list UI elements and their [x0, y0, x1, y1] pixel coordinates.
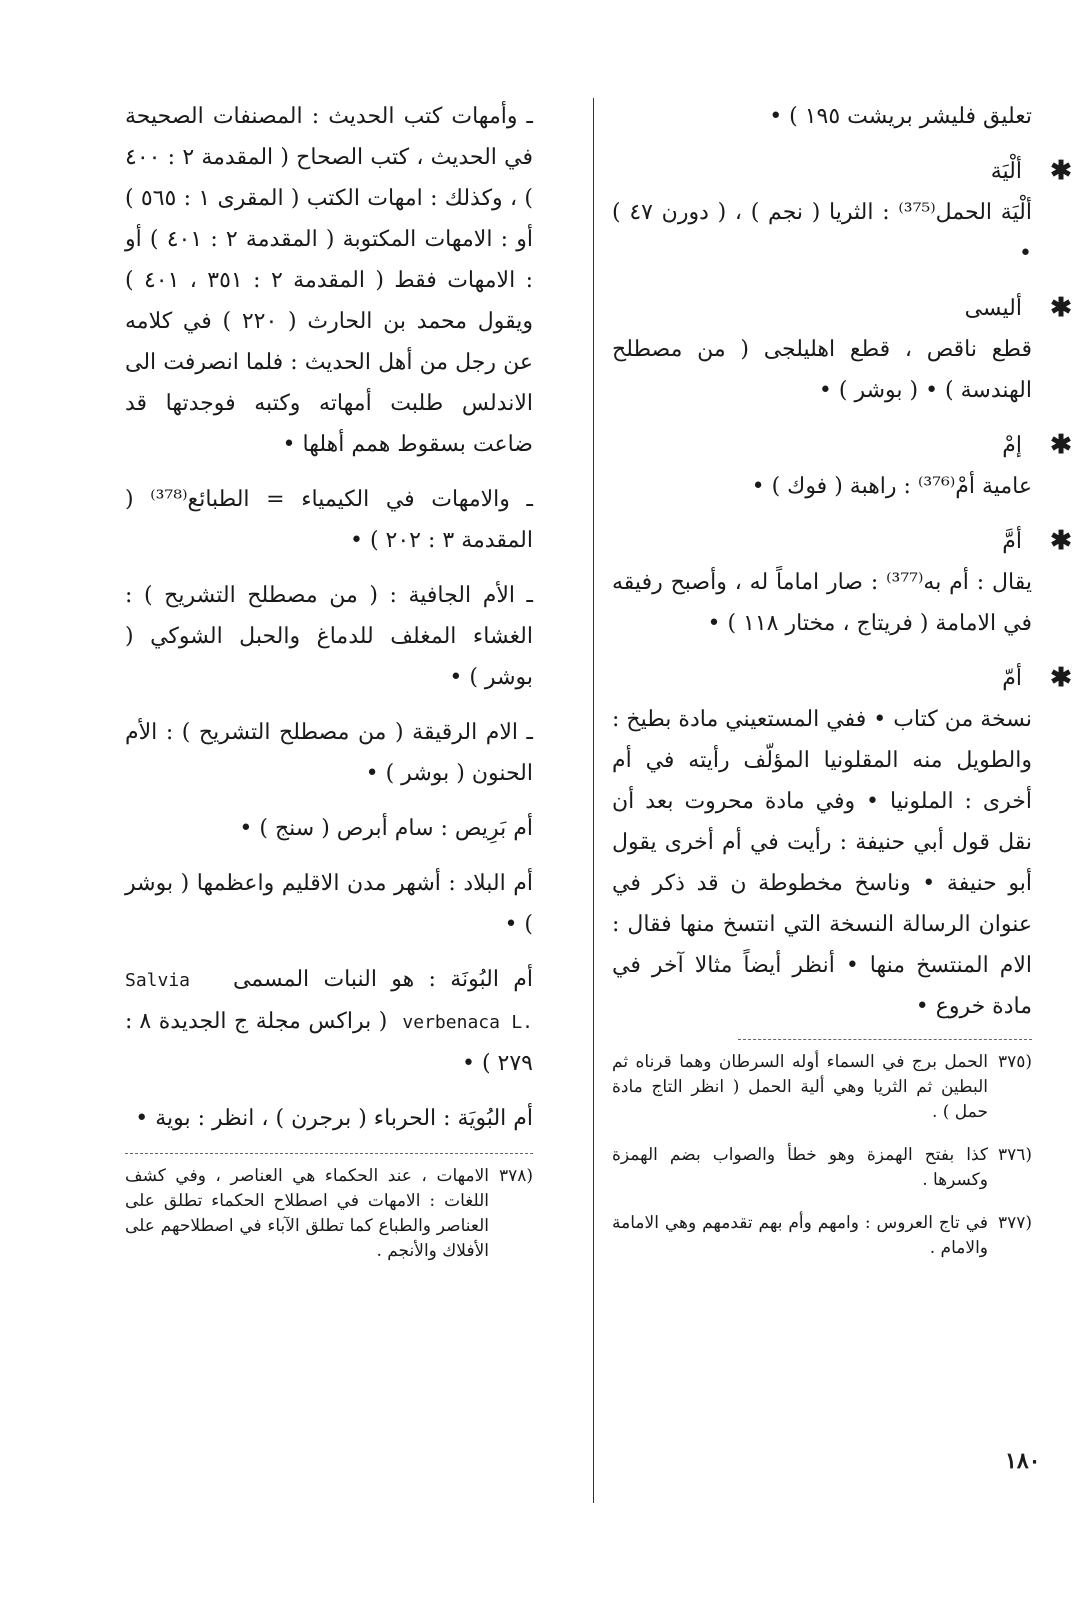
entry-headword: إمْ [1002, 433, 1022, 458]
left-footnotes [125, 1164, 533, 1264]
paragraph: أم البلاد : أشهر مدن الاقليم واعظمها ( بوشر ) • [125, 871, 533, 937]
column-divider [593, 98, 594, 1503]
entry [612, 425, 1072, 507]
entry-headword: أمَّ [1002, 529, 1022, 554]
entry [612, 288, 1072, 411]
lead-line: تعليق فليشر بريشت ١٩٥ ) • [769, 104, 1032, 129]
asterisk-icon: ✱ [1050, 293, 1072, 323]
entry-headword: أليسى [964, 296, 1022, 321]
paragraph-text: ( براكس مجلة ج الجديدة ٨ : ٢٧٩ ) • [125, 1009, 533, 1076]
asterisk-icon: ✱ [1050, 430, 1072, 460]
paragraph: أم بَرِيص : سام أبرص ( سنج ) • [239, 816, 533, 841]
entry-body: قطع ناقص ، قطع اهليلجى ( من مصطلح الهندسة ) • ( بوشر ) • [612, 337, 1032, 403]
footnote-text: الحمل برج في السماء أوله السرطان وهما قرناه ثم البطين ثم الثريا وهي ألية الحمل ( انظر التاج مادة حمل ) . [612, 1052, 988, 1122]
latin-name: verbenaca L. [402, 1012, 533, 1033]
entry-headword: ألْيَة [990, 159, 1022, 184]
footnote [612, 1211, 1032, 1261]
footnote-number: (٣٧٨ [498, 1166, 533, 1186]
left-column [125, 96, 533, 1282]
paragraph: ـ الأم الجافية : ( من مصطلح التشريح ) : الغشاء المغلف للدماغ والحبل الشوكي ( بوشر ) • [125, 583, 533, 690]
footnote-text: الامهات ، عند الحكماء هي العناصر ، وفي كشف اللغات : الامهات في اصطلاح الحكماء تطلق على العناصر والطباع كما تطلق الآباء في اصطلاحهم على الأفلاك والأنجم . [125, 1166, 489, 1261]
entry [612, 521, 1072, 644]
asterisk-icon: ✱ [1050, 663, 1072, 693]
footnote-text: كذا بفتح الهمزة وهو خطأ والصواب بضم الهمزة وكسرها . [612, 1145, 988, 1190]
entry-headword: أمّ [1002, 666, 1022, 691]
footnote-number: (٣٧٥ [997, 1052, 1032, 1072]
footnote-number: (٣٧٧ [997, 1213, 1032, 1233]
page-number: ١٨٠ [1005, 1448, 1041, 1474]
entry-body: نسخة من كتاب • ففي المستعيني مادة بطيخ : والطويل منه المقلونيا المؤلّف رأيته في أم أخرى : الملونيا • وفي مادة محروت بعد أن نقل قول أبي حنيفة : رأيت في أم أخرى يقول أبو حنيفة • وناسخ مخطوطة ن قد ذكر في عنوان الرسالة النسخة التي انتسخ منها فقال : الام المنتسخ منها • أنظر أيضاً مثالا آخر في مادة خروع • [612, 707, 1032, 1019]
footnote-text: في تاج العروس : وامهم وأم بهم تقدمهم وهي الامامة والامام . [612, 1213, 988, 1258]
footnote-number: (٣٧٦ [997, 1145, 1032, 1165]
footnote [125, 1164, 533, 1264]
entry-body: ألْيَة الحمل⁽³⁷⁵⁾ : الثريا ( نجم ) ، ( دورن ٤٧ ) • [612, 200, 1032, 266]
paragraph-text: أم البُونَة : هو النبات المسمى [232, 967, 533, 992]
latin-name: Salvia [125, 970, 191, 991]
asterisk-icon: ✱ [1050, 156, 1072, 186]
right-footnotes [612, 1050, 1032, 1261]
footnote-separator [125, 1153, 533, 1154]
footnote [612, 1143, 1032, 1193]
entry-body: عامية أمْ⁽³⁷⁶⁾ : راهبة ( فوك ) • [751, 474, 1032, 499]
footnote [612, 1050, 1032, 1125]
paragraph [125, 959, 533, 1084]
paragraph: ـ الام الرقيقة ( من مصطلح التشريح ) : الأم الحنون ( بوشر ) • [125, 720, 533, 786]
asterisk-icon: ✱ [1050, 526, 1072, 556]
entry [612, 658, 1072, 1027]
footnote-separator [738, 1039, 1032, 1040]
paragraph: ـ وأمهات كتب الحديث : المصنفات الصحيحة في الحديث ، كتب الصحاح ( المقدمة ٢ : ٤٠٠ ) ، وكذلك : امهات الكتب ( المقرى ١ : ٥٦٥ ) أو : الامهات المكتوبة ( المقدمة ٢ : ٤٠١ ) أو : الامهات فقط ( المقدمة ٢ : ٣٥١ ، ٤٠١ ) ويقول محمد بن الحارث ( ٢٢٠ ) في كلامه عن رجل من أهل الحديث : فلما انصرفت الى الاندلس طلبت أمهاته وكتبه فوجدتها قد ضاعت بسقوط همم أهلها • [125, 104, 533, 457]
paragraph: أم البُويَة : الحرباء ( برجرن ) ، انظر : بوية • [135, 1106, 533, 1131]
paragraph: ـ والامهات في الكيمياء = الطبائع⁽³⁷⁸⁾ ( المقدمة ٣ : ٢٠٢ ) • [125, 487, 533, 553]
entry [612, 151, 1072, 274]
entry-body: يقال : أم به⁽³⁷⁷⁾ : صار اماماً له ، وأصبح رفيقه في الامامة ( فريتاج ، مختار ١١٨ ) • [612, 570, 1033, 636]
right-column [612, 96, 1072, 1279]
